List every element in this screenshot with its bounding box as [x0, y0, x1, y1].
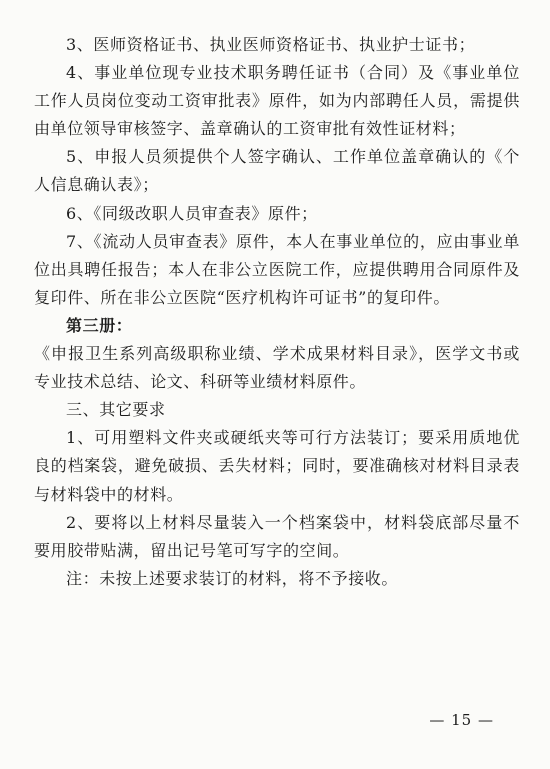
section-heading-volume-3: 第三册： — [66, 315, 133, 335]
paragraph-item-3: 3、医师资格证书、执业医师资格证书、执业护士证书； — [66, 35, 476, 54]
paragraph-item-6: 6、《同级改职人员审查表》原件； — [66, 203, 318, 223]
paragraph-requirement-1: 1、可用塑料文件夹或硬纸夹等可行方法装订；要采用质地优良的档案袋，避免破损、丢失材料；同时，要准确核对材料目录表与材料袋中的材料。 — [34, 428, 520, 504]
paragraph-item-5: 5、申报人员须提供个人签字确认、工作单位盖章确认的《个人信息确认表》； — [34, 147, 520, 195]
section-heading-other-requirements: 三、其它要求 — [66, 400, 166, 420]
paragraph-item-4: 4、事业单位现专业技术职务聘任证书（合同）及《事业单位工作人员岗位变动工资审批表》原件，如为内部聘任人员，需提供由单位领导审核签字、盖章确认的工资审批有效性证材料； — [34, 63, 520, 139]
paragraph-volume-3-contents: 《申报卫生系列高级职称业绩、学术成果材料目录》，医学文书或专业技术总结、论文、科研等业绩材料原件。 — [34, 344, 520, 392]
paragraph-note: 注：未按上述要求装订的材料，将不予接收。 — [66, 568, 399, 588]
page-number: — 15 — — [429, 711, 494, 729]
document-body — [34, 31, 520, 593]
paragraph-item-7: 7、《流动人员审查表》原件，本人在事业单位的，应由事业单位出具聘任报告；本人在非公立医院工作，应提供聘用合同原件及复印件、所在非公立医院“医疗机构许可证书”的复印件。 — [34, 231, 520, 307]
paragraph-requirement-2: 2、要将以上材料尽量装入一个档案袋中，材料袋底部尽量不要用胶带贴满，留出记号笔可写字的空间。 — [34, 512, 520, 560]
